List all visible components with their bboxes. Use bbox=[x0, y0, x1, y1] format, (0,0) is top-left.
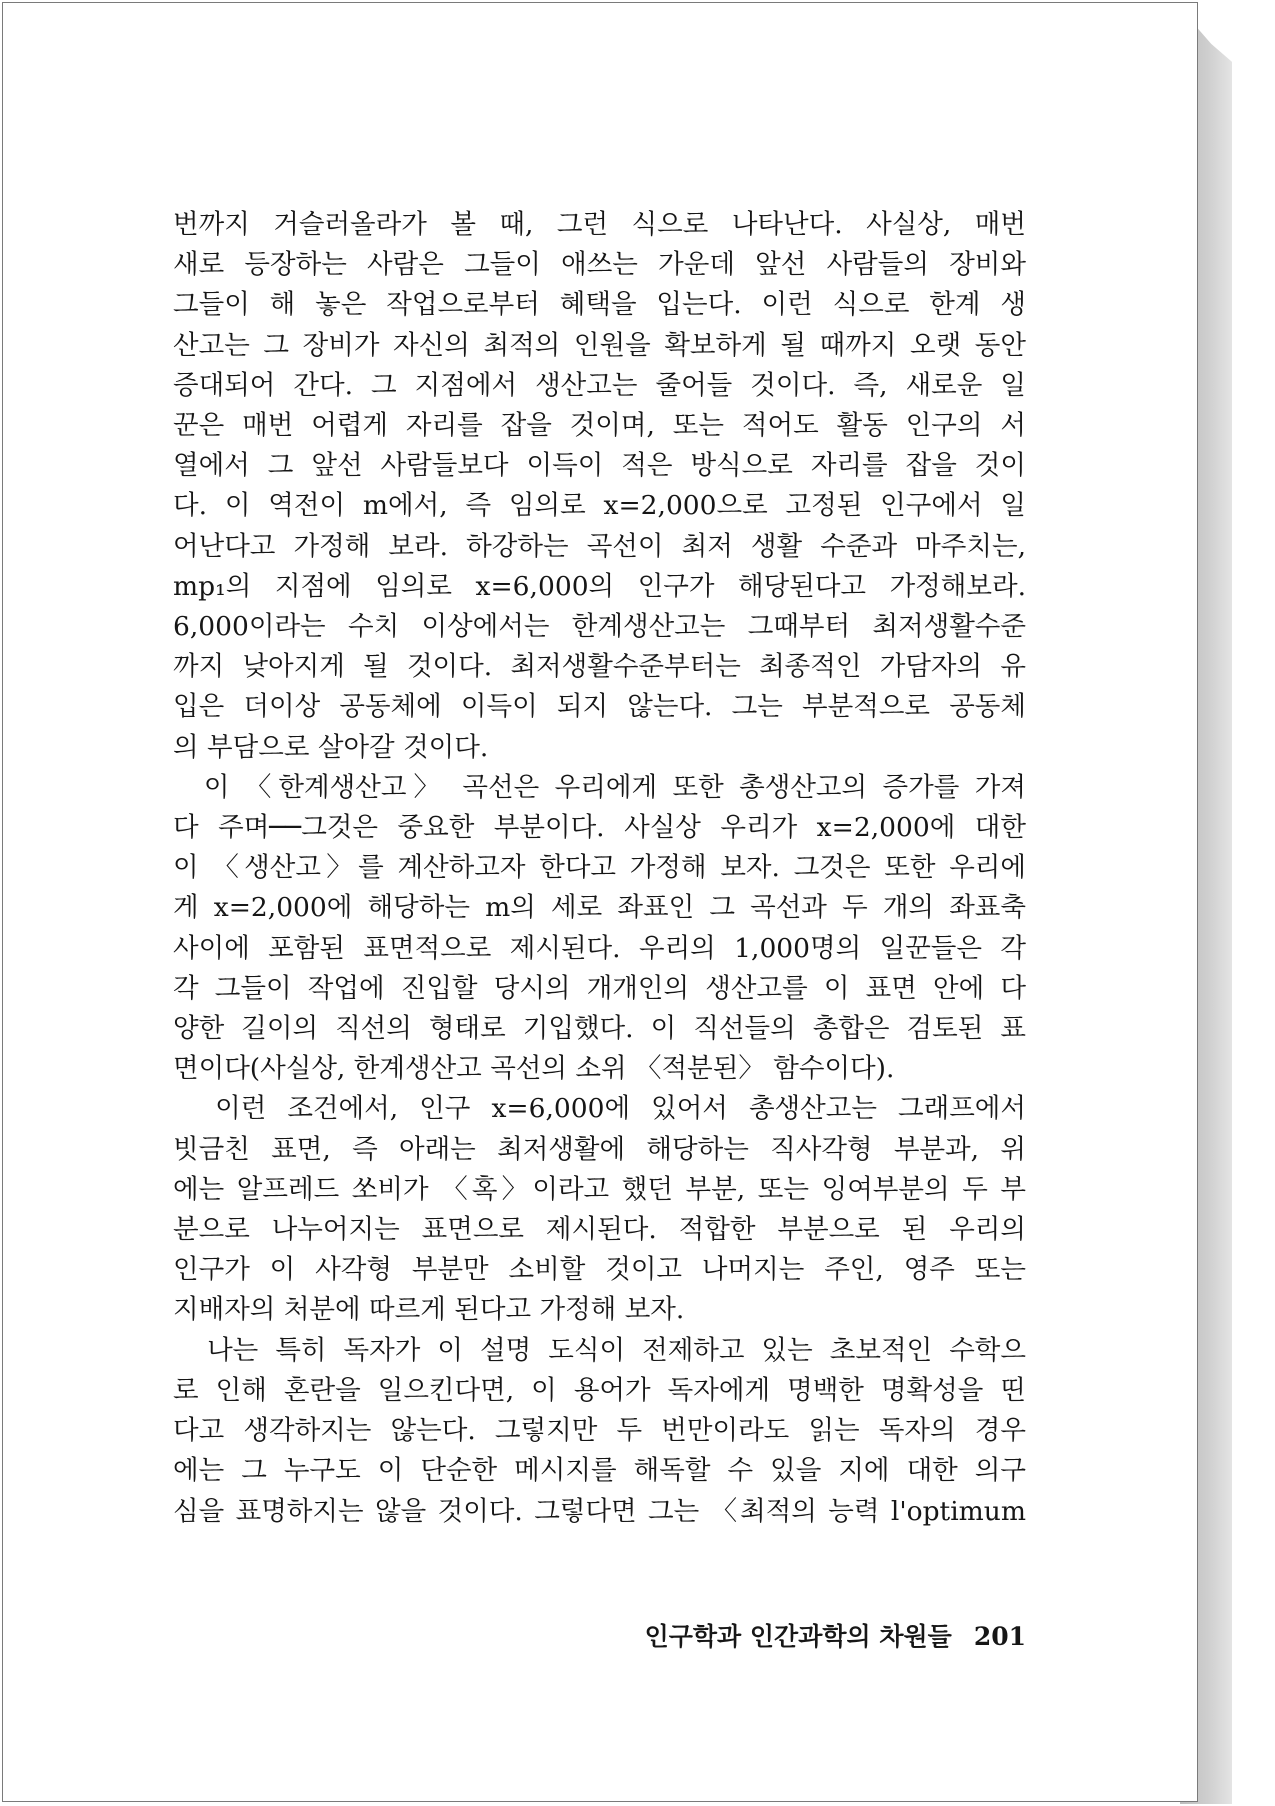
text-line: 다. 이 역전이 m에서, 즉 임의로 x=2,000으로 고정된 인구에서 일 bbox=[173, 490, 1026, 522]
text-line: 다고 생각하지는 않는다. 그렇지만 두 번만이라도 읽는 독자의 경우 bbox=[173, 1415, 1026, 1447]
text-line: 그들이 해 놓은 작업으로부터 혜택을 입는다. 이런 식으로 한계 생 bbox=[173, 289, 1026, 321]
running-title: 인구학과 인간과학의 차원들 bbox=[644, 1622, 952, 1651]
text-line: 6,000이라는 수치 이상에서는 한계생산고는 그때부터 최저생활수준 bbox=[173, 611, 1026, 643]
text-line: 열에서 그 앞선 사람들보다 이득이 적은 방식으로 자리를 잡을 것이 bbox=[173, 450, 1026, 482]
text-line: 이런 조건에서, 인구 x=6,000에 있어서 총생산고는 그래프에서 bbox=[173, 1093, 1026, 1125]
text-line: 까지 낮아지게 될 것이다. 최저생활수준부터는 최종적인 가담자의 유 bbox=[173, 651, 1026, 683]
text-line: 분으로 나누어지는 표면으로 제시된다. 적합한 부분으로 된 우리의 bbox=[173, 1214, 1026, 1246]
text-line: 로 인해 혼란을 일으킨다면, 이 용어가 독자에게 명백한 명확성을 띤 bbox=[173, 1374, 1026, 1406]
text-line: 나는 특히 독자가 이 설명 도식이 전제하고 있는 초보적인 수학으 bbox=[173, 1334, 1026, 1366]
text-line: 다 주며──그것은 중요한 부분이다. 사실상 우리가 x=2,000에 대한 bbox=[173, 812, 1026, 844]
text-line: 게 x=2,000에 해당하는 m의 세로 좌표인 그 곡선과 두 개의 좌표축 bbox=[173, 892, 1026, 924]
body-text bbox=[173, 205, 1026, 1532]
text-line: 이 〈생산고〉를 계산하고자 한다고 가정해 보자. 그것은 또한 우리에 bbox=[173, 852, 1026, 884]
text-line: 각 그들이 작업에 진입할 당시의 개개인의 생산고를 이 표면 안에 다 bbox=[173, 972, 1026, 1004]
text-line: 이 〈한계생산고〉 곡선은 우리에게 또한 총생산고의 증가를 가져 bbox=[173, 771, 1026, 803]
text-line: 양한 길이의 직선의 형태로 기입했다. 이 직선들의 총합은 검토된 표 bbox=[173, 1013, 1026, 1045]
text-line: 빗금친 표면, 즉 아래는 최저생활에 해당하는 직사각형 부분과, 위 bbox=[173, 1133, 1026, 1165]
book-page bbox=[2, 2, 1198, 1802]
page-footer bbox=[611, 1617, 1026, 1653]
text-line: 면이다(사실상, 한계생산고 곡선의 소위 〈적분된〉 함수이다). bbox=[173, 1053, 895, 1085]
text-line: 입은 더이상 공동체에 이득이 되지 않는다. 그는 부분적으로 공동체 bbox=[173, 691, 1026, 723]
text-line: 심을 표명하지는 않을 것이다. 그렇다면 그는 〈최적의 능력 l'optimum bbox=[173, 1495, 1026, 1527]
text-line: 번까지 거슬러올라가 볼 때, 그런 식으로 나타난다. 사실상, 매번 bbox=[173, 209, 1026, 240]
text-line: 지배자의 처분에 따르게 된다고 가정해 보자. bbox=[173, 1294, 685, 1326]
text-line: 에는 알프레드 쏘비가 〈혹〉이라고 했던 부분, 또는 잉여부분의 두 부 bbox=[173, 1173, 1026, 1205]
text-line: 어난다고 가정해 보라. 하강하는 곡선이 최저 생활 수준과 마주치는, bbox=[173, 530, 1026, 562]
text-line: 인구가 이 사각형 부분만 소비할 것이고 나머지는 주인, 영주 또는 bbox=[173, 1254, 1026, 1286]
text-line: 의 부담으로 살아갈 것이다. bbox=[173, 731, 489, 763]
text-line: 새로 등장하는 사람은 그들이 애쓰는 가운데 앞선 사람들의 장비와 bbox=[173, 249, 1026, 281]
text-line: 꾼은 매번 어렵게 자리를 잡을 것이며, 또는 적어도 활동 인구의 서 bbox=[173, 410, 1026, 442]
text-line: mp₁의 지점에 임의로 x=6,000의 인구가 해당된다고 가정해보라. bbox=[173, 570, 1026, 602]
text-line: 사이에 포함된 표면적으로 제시된다. 우리의 1,000명의 일꾼들은 각 bbox=[173, 932, 1026, 964]
text-line: 에는 그 누구도 이 단순한 메시지를 해독할 수 있을 지에 대한 의구 bbox=[173, 1455, 1026, 1487]
text-line: 산고는 그 장비가 자신의 최적의 인원을 확보하게 될 때까지 오랫 동안 bbox=[173, 329, 1026, 361]
page-number: 201 bbox=[973, 1622, 1026, 1651]
text-line: 증대되어 간다. 그 지점에서 생산고는 줄어들 것이다. 즉, 새로운 일 bbox=[173, 369, 1026, 401]
